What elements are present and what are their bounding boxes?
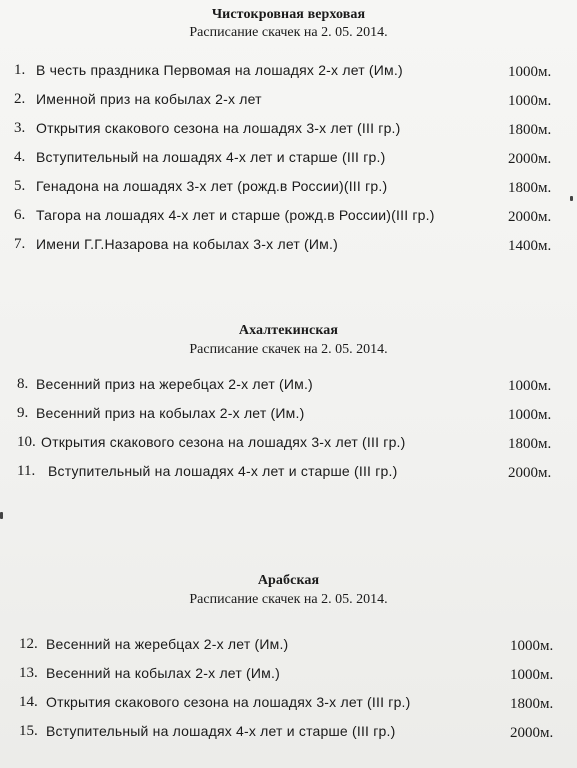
race-name: Вступительный на лошадях 4-х лет и старше (III гр.) (48, 463, 398, 479)
race-distance: 1800м. (508, 122, 552, 138)
section-title: Чистокровная верховая (211, 7, 366, 22)
race-row (14, 723, 562, 745)
race-row (14, 434, 562, 456)
race-distance: 1800м. (508, 436, 552, 452)
race-number: 15. (19, 723, 38, 739)
race-name: Вступительный на лошадях 4-х лет и старше (III гр.) (36, 149, 386, 165)
race-distance: 1800м. (510, 696, 554, 712)
race-name: Имени Г.Г.Назарова на кобылах 3-х лет (Им.) (36, 236, 338, 252)
section-subtitle: Расписание скачек на 2. 05. 2014. (189, 592, 388, 607)
race-name: Открытия скакового сезона на лошадях 3-х лет (III гр.) (46, 694, 411, 710)
race-number: 3. (14, 120, 26, 136)
race-row (14, 149, 562, 171)
race-row (14, 91, 562, 113)
race-distance: 2000м. (508, 151, 552, 167)
race-name: Весенний на кобылах 2-х лет (Им.) (46, 665, 280, 681)
race-name: Весенний приз на жеребцах 2-х лет (Им.) (36, 376, 313, 392)
section-subtitle: Расписание скачек на 2. 05. 2014. (189, 25, 388, 40)
race-name: В честь праздника Первомая на лошадях 2-х лет (Им.) (36, 62, 403, 78)
race-number: 2. (14, 91, 26, 107)
race-distance: 1800м. (508, 180, 552, 196)
race-number: 5. (14, 178, 26, 194)
race-distance: 2000м. (508, 465, 552, 481)
paper-speck (0, 512, 3, 519)
race-row (14, 178, 562, 200)
race-row (14, 120, 562, 142)
race-distance: 1000м. (508, 64, 552, 80)
race-row (14, 463, 562, 485)
race-name: Весенний на жеребцах 2-х лет (Им.) (46, 636, 289, 652)
paper-speck (570, 196, 573, 201)
race-row (14, 62, 562, 84)
race-name: Тагора на лошадях 4-х лет и старше (рожд.в России)(III гр.) (36, 207, 435, 223)
race-distance: 2000м. (508, 209, 552, 225)
race-name: Вступительный на лошадях 4-х лет и старше (III гр.) (46, 723, 396, 739)
race-number: 1. (14, 62, 26, 78)
section-title: Арабская (257, 573, 320, 588)
race-distance: 1000м. (510, 638, 554, 654)
race-row (14, 694, 562, 716)
race-name: Генадона на лошадях 3-х лет (рожд.в России)(III гр.) (36, 178, 388, 194)
race-distance: 1000м. (508, 378, 552, 394)
race-number: 12. (19, 636, 38, 652)
section-subtitle: Расписание скачек на 2. 05. 2014. (189, 342, 388, 357)
race-number: 14. (19, 694, 38, 710)
race-number: 9. (17, 405, 29, 421)
race-number: 11. (17, 463, 36, 479)
race-number: 6. (14, 207, 26, 223)
race-name: Весенний приз на кобылах 2-х лет (Им.) (36, 405, 305, 421)
race-distance: 1000м. (508, 407, 552, 423)
race-number: 7. (14, 236, 26, 252)
race-row (14, 236, 562, 258)
race-name: Открытия скакового сезона на лошадях 3-х лет (III гр.) (41, 434, 406, 450)
race-distance: 1000м. (508, 93, 552, 109)
race-row (14, 405, 562, 427)
race-name: Именной приз на кобылах 2-х лет (36, 91, 262, 107)
section-title: Ахалтекинская (238, 323, 339, 338)
race-number: 4. (14, 149, 26, 165)
race-number: 13. (19, 665, 38, 681)
race-row (14, 665, 562, 687)
race-number: 8. (17, 376, 29, 392)
race-distance: 2000м. (510, 725, 554, 741)
race-row (14, 207, 562, 229)
race-number: 10. (17, 434, 36, 450)
race-row (14, 636, 562, 658)
race-row (14, 376, 562, 398)
race-distance: 1400м. (508, 238, 552, 254)
race-distance: 1000м. (510, 667, 554, 683)
race-name: Открытия скакового сезона на лошадях 3-х лет (III гр.) (36, 120, 401, 136)
